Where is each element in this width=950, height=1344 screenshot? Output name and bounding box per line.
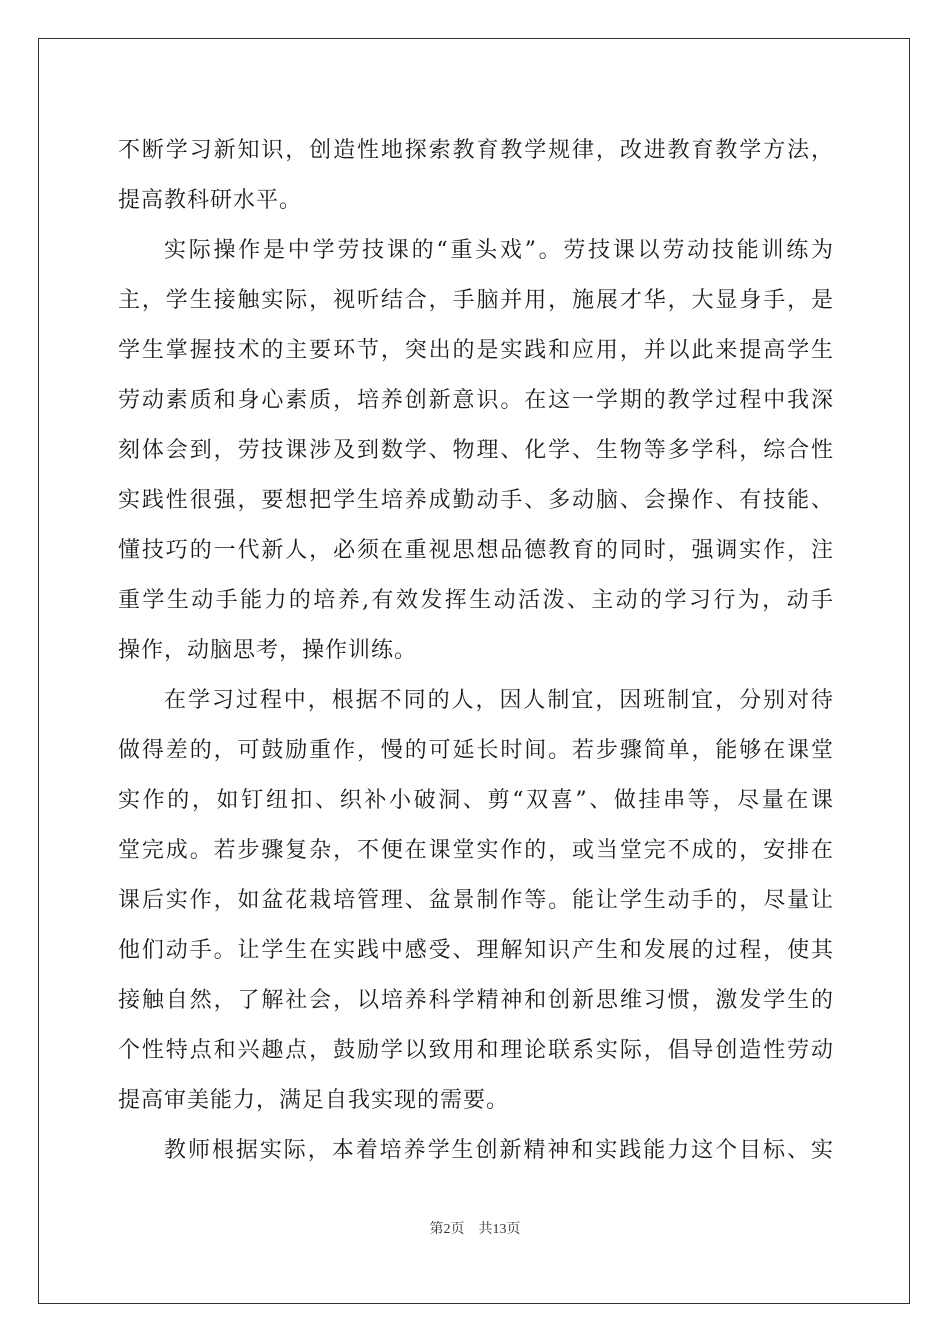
text-line: 实作的，如钉纽扣、织补小破洞、剪“双喜”、做挂串等，尽量在课	[118, 788, 834, 813]
text-line: 刻体会到，劳技课涉及到数学、物理、化学、生物等多学科，综合性	[118, 438, 834, 463]
text-line: 主，学生接触实际，视听结合，手脑并用，施展才华，大显身手，是	[118, 288, 834, 313]
text-line: 接触自然，了解社会，以培养科学精神和创新思维习惯，激发学生的	[118, 988, 834, 1013]
text-line: 他们动手。让学生在实践中感受、理解知识产生和发展的过程，使其	[118, 938, 834, 963]
text-line: 劳动素质和身心素质，培养创新意识。在这一学期的教学过程中我深	[118, 388, 834, 413]
text-line: 重学生动手能力的培养,有效发挥生动活泼、主动的学习行为，动手	[118, 588, 834, 613]
text-line: 懂技巧的一代新人，必须在重视思想品德教育的同时，强调实作，注	[118, 538, 834, 563]
paragraph-first-line: 教师根据实际，本着培养学生创新精神和实践能力这个目标、实	[164, 1138, 834, 1163]
text-line: 个性特点和兴趣点，鼓励学以致用和理论联系实际，倡导创造性劳动	[118, 1038, 834, 1063]
text-line: 学生掌握技术的主要环节，突出的是实践和应用，并以此来提高学生	[118, 338, 834, 363]
text-line: 做得差的，可鼓励重作，慢的可延长时间。若步骤简单，能够在课堂	[118, 738, 834, 763]
text-line: 课后实作，如盆花栽培管理、盆景制作等。能让学生动手的，尽量让	[118, 888, 834, 913]
text-line: 提高审美能力，满足自我实现的需要。	[118, 1088, 510, 1113]
page-footer	[0, 1218, 950, 1238]
text-line: 提高教科研水平。	[118, 188, 303, 213]
page-number: 第2页	[429, 1222, 465, 1237]
text-line: 堂完成。若步骤复杂，不便在课堂实作的，或当堂完不成的，安排在	[118, 838, 834, 863]
paragraph-first-line: 实际操作是中学劳技课的“重头戏”。劳技课以劳动技能训练为	[164, 238, 834, 263]
text-line: 不断学习新知识，创造性地探索教育教学规律，改进教育教学方法，	[118, 138, 834, 163]
paragraph-first-line: 在学习过程中，根据不同的人，因人制宜，因班制宜，分别对待	[164, 688, 834, 713]
total-pages: 共13页	[478, 1222, 521, 1237]
text-line: 实践性很强，要想把学生培养成勤动手、多动脑、会操作、有技能、	[118, 488, 834, 513]
text-line: 操作，动脑思考，操作训练。	[118, 638, 418, 663]
document-body	[118, 126, 834, 1176]
